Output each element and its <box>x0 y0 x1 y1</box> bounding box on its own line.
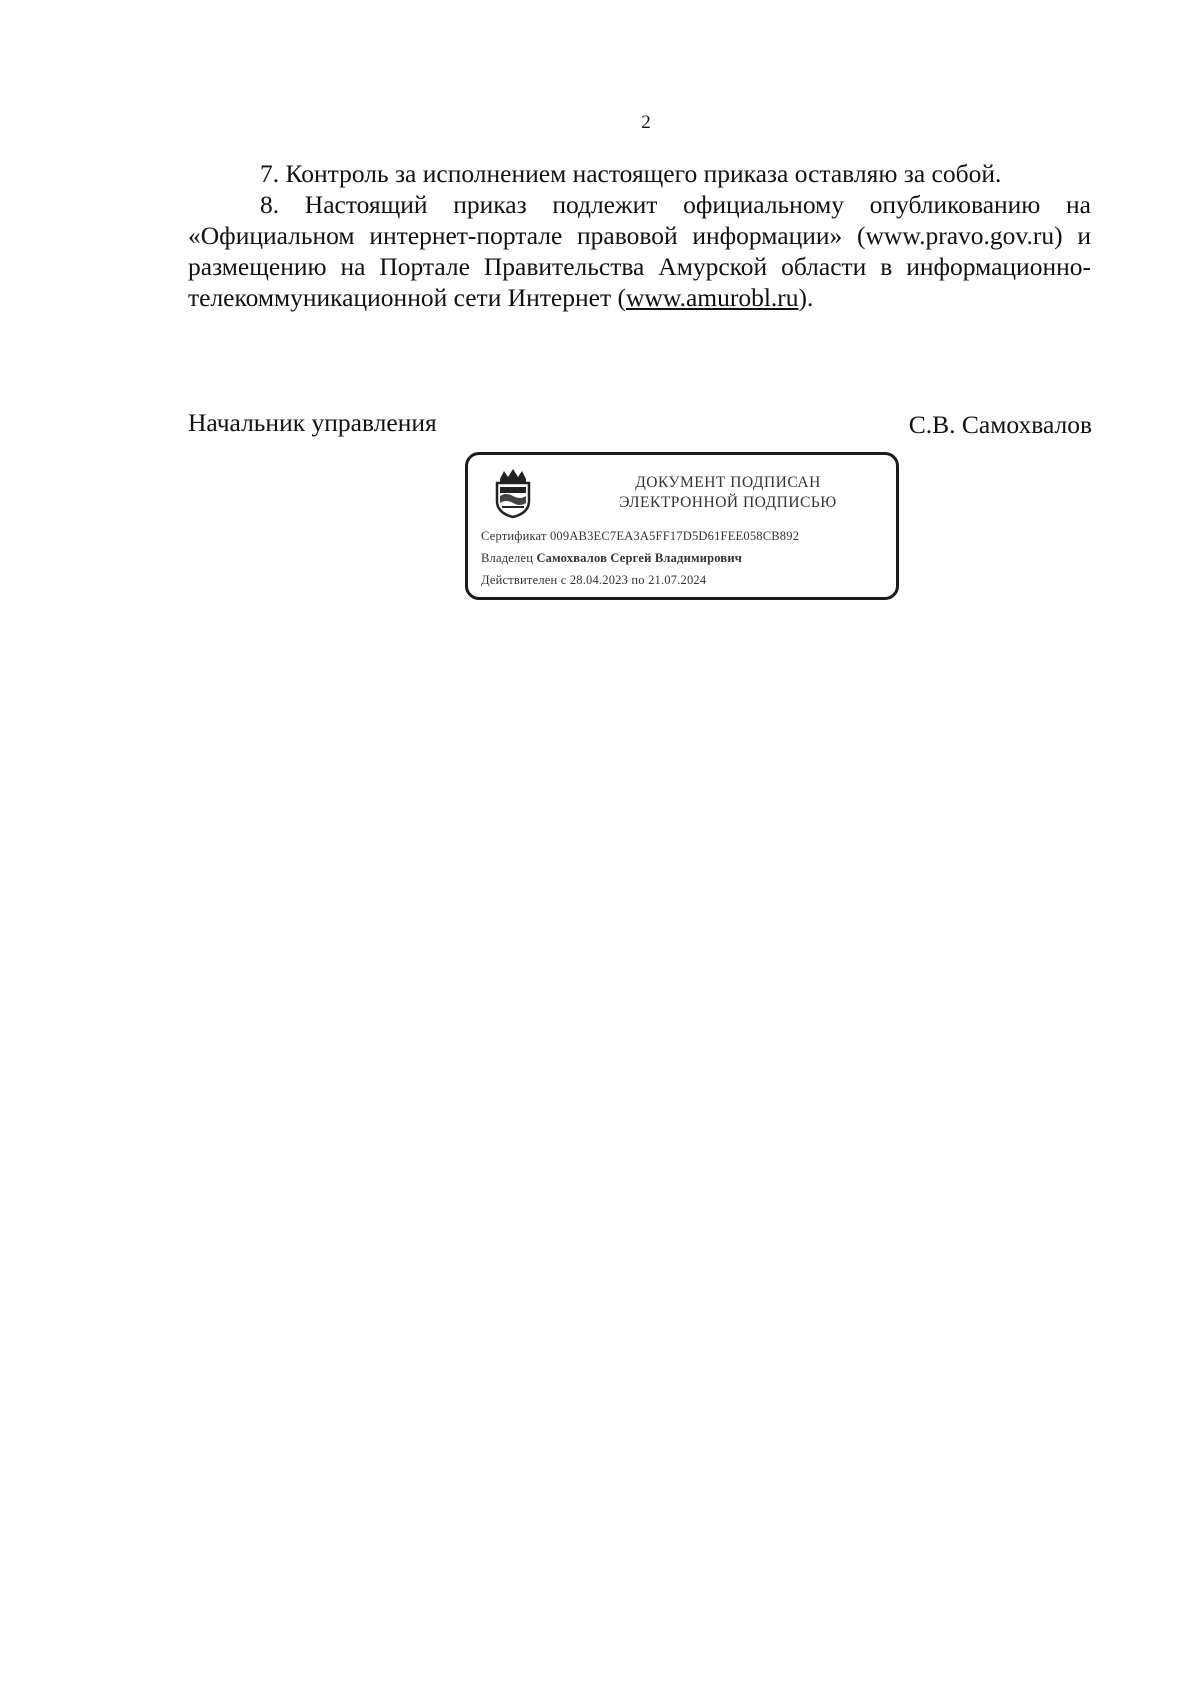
stamp-validity <box>481 573 706 588</box>
coat-of-arms-icon <box>492 467 534 519</box>
paragraph-8-end: ). <box>798 283 814 312</box>
valid-to-label: по <box>631 573 645 587</box>
paragraph-8-text: 8. Настоящий приказ подлежит официальному опубликованию на «Официальном интернет-портале правовой информации» (www.pravo.gov.ru) и размещению на Портале Правительства Амурской области в информационно-телекоммуникационной сети Интернет ( <box>188 190 1091 312</box>
stamp-heading-line-1: ДОКУМЕНТ ПОДПИСАН <box>635 474 821 491</box>
document-body <box>188 158 1091 313</box>
page-number: 2 <box>641 112 651 133</box>
valid-to: 21.07.2024 <box>648 573 707 587</box>
stamp-heading-line-2: ЭЛЕКТРОННОЙ ПОДПИСЬЮ <box>619 494 837 511</box>
certificate-value: 009AB3EC7EA3A5FF17D5D61FEE058CB892 <box>549 529 800 543</box>
stamp-owner <box>481 551 742 566</box>
stamp-heading <box>578 473 878 513</box>
portal-url-link[interactable]: www.amurobl.ru <box>625 283 799 312</box>
valid-label: Действителен с <box>481 573 567 587</box>
owner-label: Владелец <box>481 551 534 565</box>
owner-value: Самохвалов Сергей Владимирович <box>536 551 742 565</box>
valid-from: 28.04.2023 <box>569 573 629 587</box>
stamp-certificate <box>481 529 799 544</box>
certificate-label: Сертификат <box>481 529 547 543</box>
paragraph-8 <box>188 189 1091 313</box>
paragraph-7: 7. Контроль за исполнением настоящего приказа оставляю за собой. <box>260 159 1002 188</box>
signatory-title: Начальник управления <box>188 408 437 437</box>
electronic-signature-stamp <box>465 452 899 600</box>
signatory-name: С.В. Самохвалов <box>908 410 1092 439</box>
